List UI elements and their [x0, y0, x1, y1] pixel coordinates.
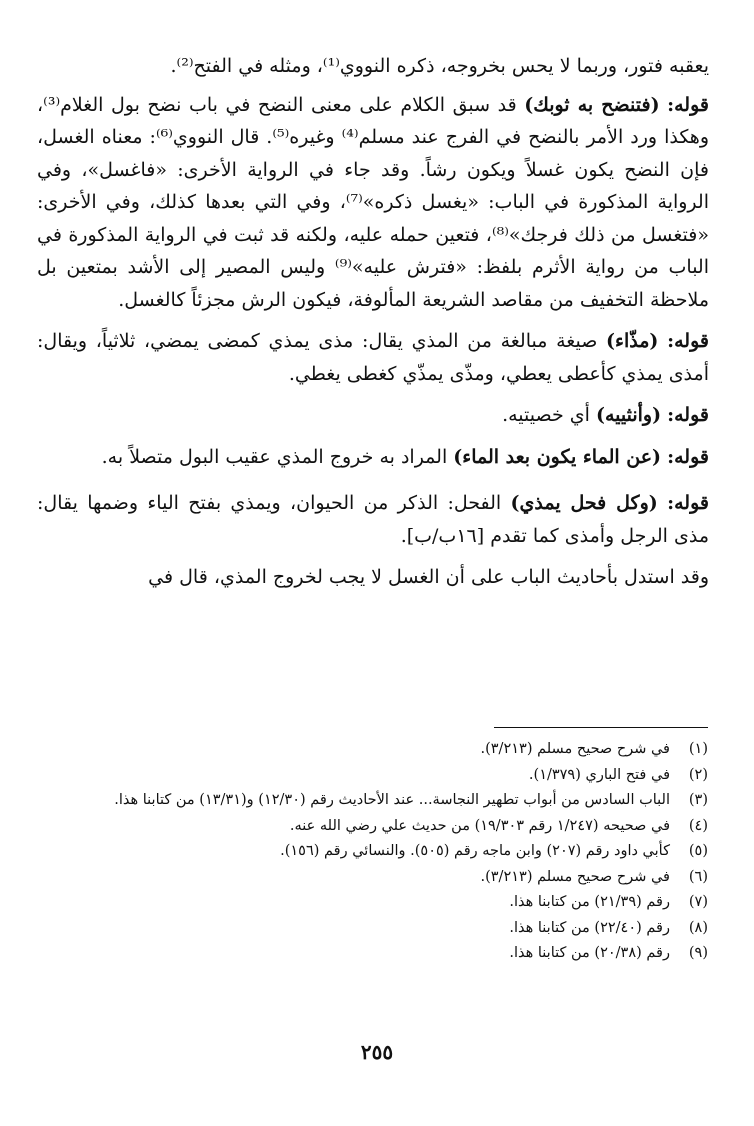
hadith-keyword: (وأنثييه)	[595, 404, 662, 426]
footnote-number: (٦)	[688, 868, 708, 885]
paragraph-4	[37, 399, 709, 432]
footnote-text: في شرح صحيح مسلم (٣/٢١٣).	[480, 741, 670, 757]
footnote-number: (٤)	[688, 817, 708, 834]
footnote-item	[36, 941, 708, 967]
commentary-label: قوله:	[667, 492, 709, 514]
footnote-text: في صحيحه (١/٢٤٧ رقم ١٩/٣٠٣) من حديث علي رضي الله عنه.	[289, 817, 670, 834]
paragraph-7: وقد استدل بأحاديث الباب على أن الغسل لا يجب لخروج المذي، قال في	[148, 566, 709, 588]
footnote-text: الباب السادس من أبواب تطهير النجاسة... عند الأحاديث رقم (١٢/٣٠) و(١٣/٣١) من كتابنا هذا.	[114, 792, 670, 808]
commentary-label: قوله:	[667, 330, 709, 352]
footnote-number: (٧)	[688, 894, 708, 910]
footnote-item	[36, 737, 708, 763]
footnote-divider	[494, 727, 708, 728]
paragraph-text: الفحل: الذكر من الحيوان، ويمذي بفتح الياء وضمها يقال: مذى الرجل وأمذى كما تقدم [١٦ب/ب].	[37, 492, 709, 547]
paragraph-2	[37, 89, 709, 317]
footnote-item	[36, 788, 708, 814]
footnote-text: رقم (٢٠/٣٨) من كتابنا هذا.	[509, 945, 670, 961]
paragraph-text: المراد به خروج المذي عقيب البول متصلاً به.	[101, 445, 448, 468]
footnote-number: (٨)	[688, 919, 708, 936]
footnote-item	[36, 865, 708, 891]
commentary-label: قوله:	[667, 404, 709, 426]
main-text	[37, 50, 709, 603]
hadith-keyword: (مذّاء)	[606, 330, 659, 352]
page-number: ٢٥٥	[360, 1040, 394, 1064]
footnote-item	[36, 916, 708, 942]
footnote-item	[36, 814, 708, 840]
footnote-text: رقم (٢٢/٤٠) من كتابنا هذا.	[509, 919, 670, 936]
footnote-item	[36, 763, 708, 789]
footnote-number: (٥)	[688, 843, 708, 859]
paragraph-3	[37, 325, 709, 390]
paragraph-1: يعقبه فتور، وربما لا يحس بخروجه، ذكره النووي⁽¹⁾، ومثله في الفتح⁽²⁾.	[170, 55, 709, 77]
footnote-text: رقم (٢١/٣٩) من كتابنا هذا.	[509, 894, 670, 910]
footnote-text: في فتح الباري (١/٣٧٩).	[528, 766, 670, 783]
footnote-text: في شرح صحيح مسلم (٣/٢١٣).	[480, 868, 670, 885]
footnote-item	[36, 839, 708, 865]
footnote-text: كأبي داود رقم (٢٠٧) وابن ماجه رقم (٥٠٥). والنسائي رقم (١٥٦).	[280, 843, 670, 859]
paragraph-5	[37, 441, 709, 474]
paragraph-text: قد سبق الكلام على معنى النضح في باب نضح بول الغلام⁽³⁾، وهكذا ورد الأمر بالنضح في الفرج عند مسلم⁽⁴⁾ وغيره⁽⁵⁾. قال النووي⁽⁶⁾: معناه الغسل، فإن النضح يكون غسلاً ويكون رشاً. وقد جاء في الرواية الأخرى: «فاغسل»، وفي الرواية المذكورة في الباب: «يغسل ذكره»⁽⁷⁾، وفي التي بعدها كذلك، وفي الأخرى: «فتغسل من ذلك فرجك»⁽⁸⁾، فتعين حمله عليه، ولكنه قد ثبت في الرواية المذكورة في الباب من رواية الأثرم بلفظ: «فترش عليه»⁽⁹⁾ وليس المصير إلى الأشد بمتعين بل ملاحظة التخفيف من مقاصد الشريعة المألوفة، فيكون الرش مجزئاً كالغسل.	[37, 93, 710, 311]
paragraph-text: صيغة مبالغة من المذي يقال: مذى يمذي كمضى يمضي، ثلاثياً، ويقال: أمذى يمذي كأعطى يعطي، ومذّى يمذّي كغطى يغطي.	[37, 330, 709, 385]
footnote-item	[36, 890, 708, 916]
hadith-keyword: (وكل فحل يمذي)	[510, 492, 658, 514]
commentary-label: قوله:	[667, 445, 709, 468]
footnote-number: (١)	[688, 741, 708, 757]
footnote-number: (٣)	[688, 792, 708, 808]
hadith-keyword: (فتنضح به ثوبك)	[524, 93, 660, 116]
footnotes-list	[36, 737, 708, 967]
commentary-label: قوله:	[667, 93, 709, 116]
footnote-number: (٩)	[688, 945, 708, 961]
paragraph-6	[37, 487, 709, 552]
footnote-number: (٢)	[688, 766, 708, 783]
paragraph-text: أي خصيتيه.	[502, 404, 590, 426]
hadith-keyword: (عن الماء يكون بعد الماء)	[453, 445, 662, 468]
